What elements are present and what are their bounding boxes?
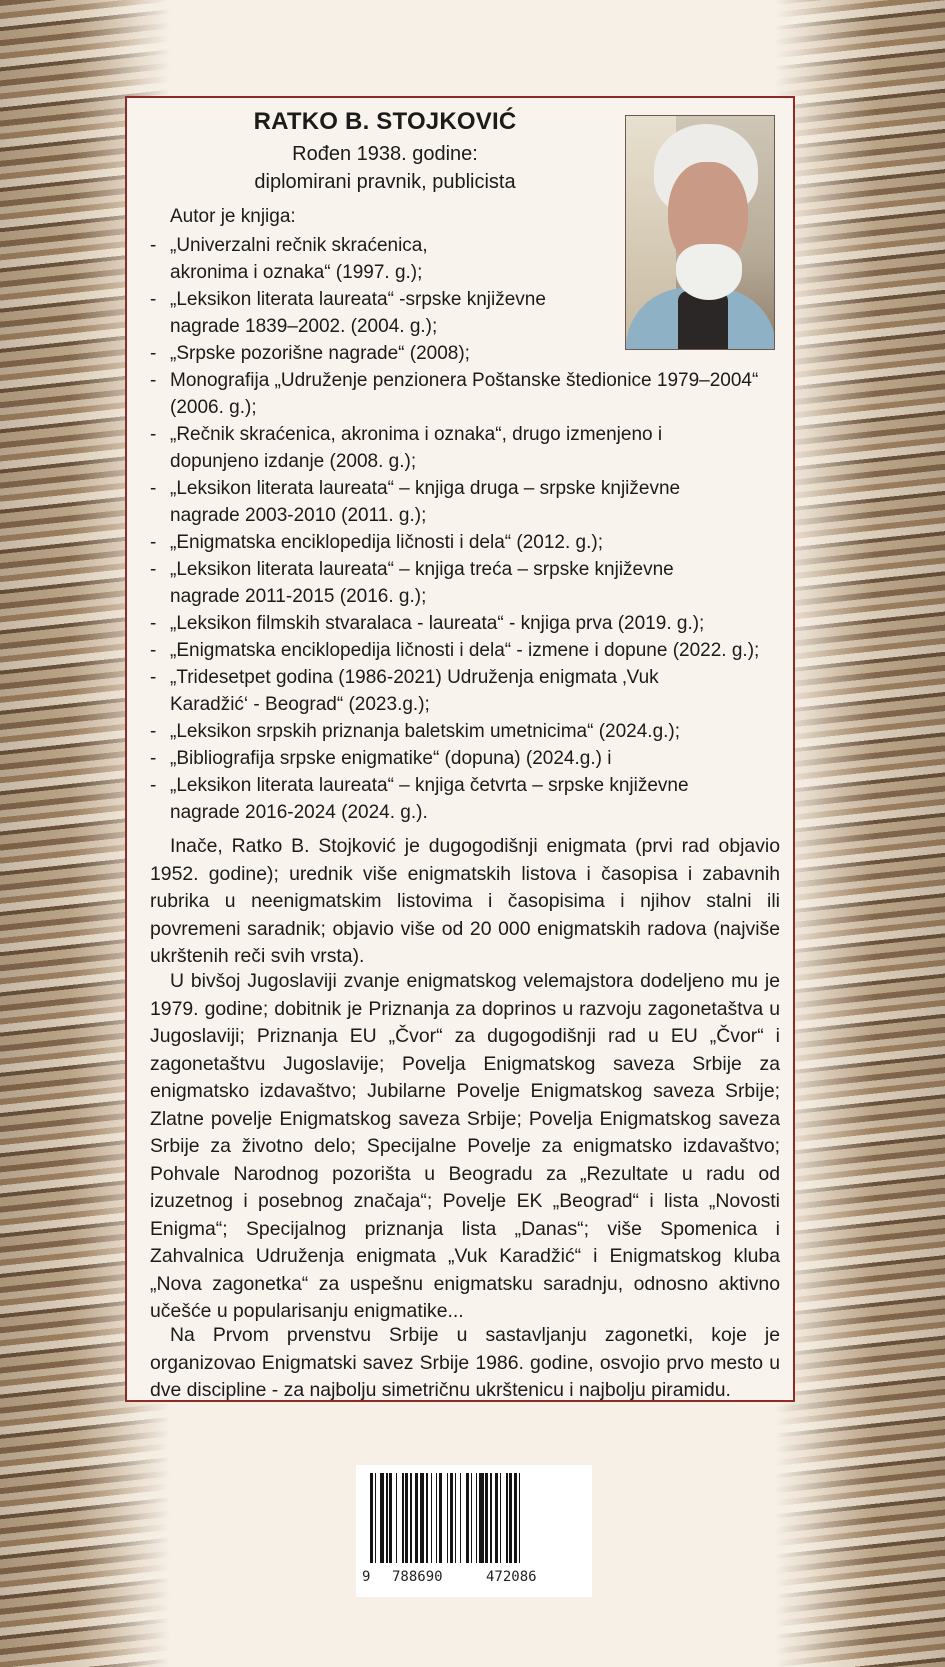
isbn-barcode bbox=[356, 1465, 592, 1597]
bio-paragraph-2: U bivšoj Jugoslaviji zvanje enigmatskog velemajstora dodeljeno mu je 1979. godine; dobitnik je Priznanja za doprinos u razvoju zagonetaštva u Jugoslaviji; Priznanja EU „Čvor“ za dugogodišnji rad u EU „Čvor“ i zagonetaštvu Jugoslavije; Povelja Enigmatskog saveza Srbije za enigmatsko izdavaštvo; Jubilarne Povelje Enigmatskog saveza Srbije; Zlatne povelje Enigmatskog saveza Srbije; Povelja Enigmatskog saveza Srbije za životno delo; Specijalne Povelje za enigmatsko izdavaštvo; Pohvale Narodnog pozorišta u Beogradu za „Rezultate u radu od izuzetnog i posebnog značaja“; Povelje EK „Beograd“ i lista „Novosti Enigma“; Specijalnog priznanja lista „Danas“; više Spomenica i Zahvalnica Udruženja enigmata „Vuk Karadžić“ i Enigmatskog kluba „Nova zagonetka“ za uspešnu enigmatsku saradnju, odnosno aktivno učešće u popularisanju enigmatike... bbox=[150, 970, 780, 1322]
barcode-bars bbox=[370, 1473, 576, 1563]
author-name: RATKO B. STOJKOVIĆ bbox=[253, 108, 517, 135]
book-item: - „Enigmatska enciklopedija ličnosti i dela“ (2012. g.); bbox=[150, 529, 770, 556]
book-item: - „Leksikon literata laureata“ – knjiga treća – srpske književne nagrade 2011-2015 (2016. g.); bbox=[150, 556, 725, 610]
book-item: - „Leksikon filmskih stvaralaca - laureata“ - knjiga prva (2019. g.); bbox=[150, 610, 770, 637]
barcode-digits-right: 472086 bbox=[486, 1569, 537, 1585]
author-info bbox=[200, 140, 570, 196]
book-item: - Monografija „Udruženje penzionera Poštanske štedionice 1979–2004“ (2006. g.); bbox=[150, 367, 760, 421]
bio-paragraph-3: Na Prvom prvenstvu Srbije u sastavljanju zagonetki, koje je organizovao Enigmatski savez Srbije 1986. godine, osvojio prvo mesto u dve discipline - za najbolju simetričnu ukrštenicu i najbolju piramidu. bbox=[150, 1324, 780, 1401]
bio-paragraph-1: Inače, Ratko B. Stojković je dugogodišnji enigmata (prvi rad objavio 1952. godine); urednik više enigmatskih listova i časopisa i zabavnih rubrika u neenigmatskim listovima i časopisima i njihov stalni ili povremeni saradnik; objavio više od 20 000 enigmatskih radova (najviše ukrštenih reči svih vrsta). bbox=[150, 835, 780, 967]
book-item: - „Bibliografija srpske enigmatike“ (dopuna) (2024.g.) i bbox=[150, 745, 770, 772]
book-item: - „Tridesetpet godina (1986-2021) Udruženja enigmata ‚Vuk Karadžić‘ - Beograd“ (2023.g.); bbox=[150, 664, 710, 718]
book-item: - „Rečnik skraćenica, akronima i oznaka“, drugo izmenjeno i dopunjeno izdanje (2008. g.); bbox=[150, 421, 720, 475]
books-intro: Autor je knjiga: bbox=[170, 206, 296, 227]
book-item: - „Leksikon srpskih priznanja baletskim umetnicima“ (2024.g.); bbox=[150, 718, 770, 745]
book-item: - „Srpske pozorišne nagrade“ (2008); bbox=[150, 340, 770, 367]
barcode-digit-prefix: 9 bbox=[362, 1569, 371, 1585]
books-list bbox=[150, 232, 770, 826]
author-born: Rođen 1938. godine: bbox=[292, 143, 478, 165]
book-item: - „Univerzalni rečnik skraćenica, akronima i oznaka“ (1997. g.); bbox=[150, 232, 510, 286]
book-item: - „Leksikon literata laureata“ – knjiga druga – srpske književne nagrade 2003-2010 (2011. g.); bbox=[150, 475, 725, 529]
barcode-digits-left: 788690 bbox=[392, 1569, 443, 1585]
book-item: - „Leksikon literata laureata“ – knjiga četvrta – srpske književne nagrade 2016-2024 (2024. g.). bbox=[150, 772, 760, 826]
author-profession: diplomirani pravnik, publicista bbox=[254, 171, 516, 193]
book-item: - „Leksikon literata laureata“ -srpske književne nagrade 1839–2002. (2004. g.); bbox=[150, 286, 560, 340]
book-item: - „Enigmatska enciklopedija ličnosti i dela“ - izmene i dopune (2022. g.); bbox=[150, 637, 770, 664]
